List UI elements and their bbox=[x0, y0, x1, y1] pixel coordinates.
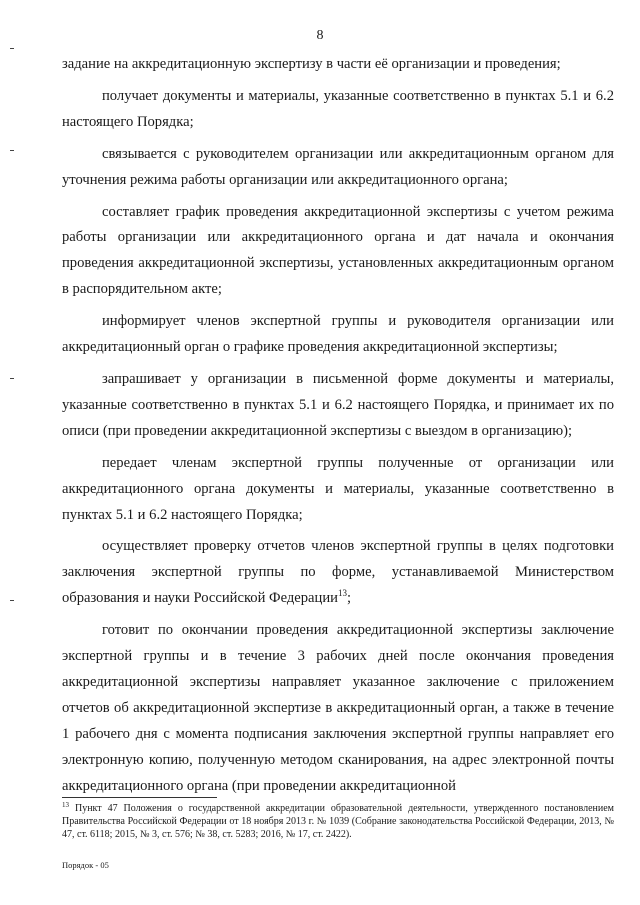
footnote-separator bbox=[62, 797, 217, 798]
paragraph-8 bbox=[62, 534, 614, 612]
paragraph-5: информирует членов экспертной группы и руководителя организации или аккредитационный орган о графике проведения аккредитационной экспертизы; bbox=[62, 313, 614, 356]
footnote-ref: 13 bbox=[337, 588, 347, 599]
paragraph-6: запрашивает у организации в письменной форме документы и материалы, указанные соответственно в пунктах 5.1 и 6.2 настоящего Порядка, и принимает их по описи (при проведении аккредитационной экспертизы с выездом в организацию); bbox=[62, 370, 614, 439]
paragraph-2: получает документы и материалы, указанные соответственно в пунктах 5.1 и 6.2 настоящего Порядка; bbox=[62, 87, 614, 130]
paragraph-1: задание на аккредитационную экспертизу в части её организации и проведения; bbox=[62, 56, 561, 72]
paragraph-4: составляет график проведения аккредитационной экспертизы с учетом режима работы организации или аккредитационного органа и дат начала и окончания проведения аккредитационной экспертизы, установленных аккредитационным органом в распорядительном акте; bbox=[62, 203, 614, 298]
paragraph-8-text: осуществляет проверку отчетов членов экспертной группы в целях подготовки заключения экспертной группы по форме, устанавливаемой Министерством образования и науки Российской Федерации bbox=[62, 538, 614, 607]
margin-tick bbox=[10, 378, 14, 379]
margin-tick bbox=[10, 48, 14, 49]
body-text bbox=[62, 52, 614, 799]
margin-tick bbox=[10, 150, 14, 151]
paragraph-7: передает членам экспертной группы полученные от организации или аккредитационного органа документы и материалы, указанные соответственно в пунктах 5.1 и 6.2 настоящего Порядка; bbox=[62, 454, 614, 523]
paragraph-8-tail: ; bbox=[346, 590, 352, 607]
page-number: 8 bbox=[316, 28, 324, 43]
footnote bbox=[62, 802, 614, 841]
footnote-text: Пункт 47 Положения о государственной аккредитации образовательной деятельности, утвержденного постановлением Правительства Российской Федерации от 18 ноября 2013 г. № 1039 (Собрание законодательства Российской Федерации, 2013, № 47, ст. 6118; 2015, № 3, ст. 576; № 38, ст. 5283; 2016, № 17, ст. 2422). bbox=[62, 803, 615, 840]
margin-tick bbox=[10, 600, 14, 601]
footnote-marker: 13 bbox=[62, 801, 69, 809]
paragraph-3: связывается с руководителем организации или аккредитационным органом для уточнения режима работы организации или аккредитационного органа; bbox=[62, 145, 614, 188]
footer-label: Порядок - 05 bbox=[62, 860, 109, 870]
paragraph-9: готовит по окончании проведения аккредитационной экспертизы заключение экспертной группы и в течение 3 рабочих дней после окончания проведения аккредитационной экспертизы направляет указанное заключение с приложением отчетов об аккредитационной экспертизе в аккредитационный орган, а также в течение 1 рабочего дня с момента подписания заключения экспертной группы направляет его электронную копию, полученную методом сканирования, на адрес электронной почты аккредитационного органа (при проведении аккредитационной bbox=[62, 622, 614, 794]
